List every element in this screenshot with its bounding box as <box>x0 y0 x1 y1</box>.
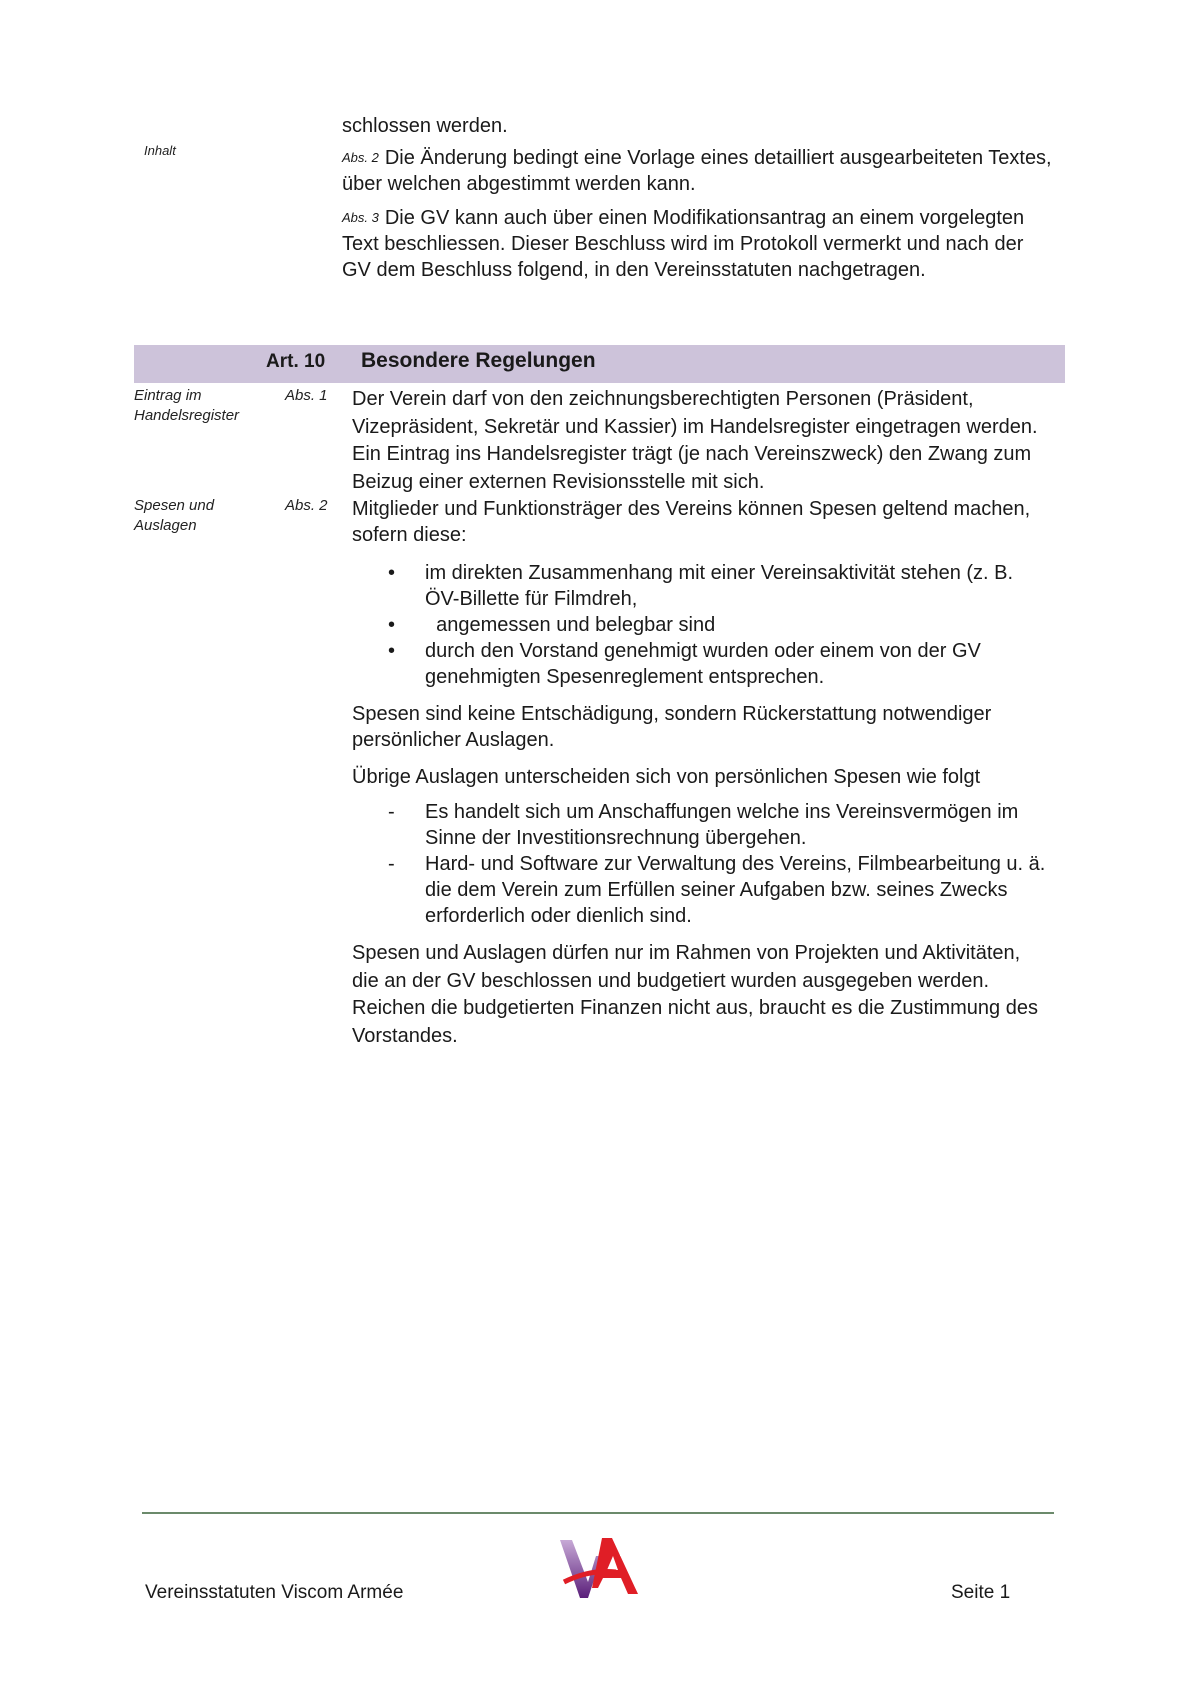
article-number: Art. 10 <box>266 351 326 372</box>
paragraph-abs-2 <box>342 145 1062 197</box>
viscom-armee-logo <box>558 1534 642 1600</box>
margin-label-spesen: Spesen und Auslagen <box>134 497 215 534</box>
paragraph-label: Abs. 3 <box>342 210 379 225</box>
expenses-dash-list <box>352 799 1052 929</box>
para-other-expenses: Übrige Auslagen unterscheiden sich von persönlichen Spesen wie folgt <box>352 766 981 788</box>
list-item-text: im direkten Zusammenhang mit einer Vereinsaktivität stehen (z. B. ÖV-Billette für Filmdreh, <box>425 562 1014 610</box>
paragraph-text: Die Änderung bedingt eine Vorlage eines detailliert ausgearbeiteten Textes, über welchen abgestimmt werden kann. <box>342 147 1052 195</box>
bullet-marker: • <box>388 640 396 662</box>
list-item <box>352 612 1052 638</box>
footer-document-title: Vereinsstatuten Viscom Armée <box>145 1582 404 1603</box>
list-item-text: Hard- und Software zur Verwaltung des Vereins, Filmbearbeitung u. ä. die dem Verein zum Erfüllen seiner Aufgaben bzw. seines Zwecks erforderlich oder dienlich sind. <box>425 853 1046 927</box>
list-item <box>352 851 1052 929</box>
paragraph-abs-3 <box>342 205 1032 283</box>
spesen-content <box>352 496 1052 1050</box>
section-label-abs-2: Abs. 2 <box>285 497 328 514</box>
list-item <box>352 638 1052 690</box>
dash-marker: - <box>388 801 395 823</box>
continuation-text: schlossen werden. <box>342 115 508 137</box>
paragraph-text: Die GV kann auch über einen Modifikationsantrag an einem vorgelegten Text beschliessen. Dieser Beschluss wird im Protokoll vermerkt und nach der GV dem Beschluss folgend, in den Vereinsstatuten nachgetragen. <box>342 207 1025 281</box>
spesen-bullet-list <box>352 560 1052 690</box>
margin-label-inhalt: Inhalt <box>144 143 176 158</box>
list-item-text: angemessen und belegbar sind <box>425 614 716 636</box>
spesen-intro: Mitglieder und Funktionsträger des Vereins können Spesen geltend machen, sofern diese: <box>352 498 1031 546</box>
paragraph-label: Abs. 2 <box>342 150 379 165</box>
list-item <box>352 799 1052 851</box>
footer-rule <box>142 1512 1054 1514</box>
list-item <box>352 560 1052 612</box>
footer-page-number: Seite 1 <box>951 1582 1011 1603</box>
dash-marker: - <box>388 853 395 875</box>
section-label-abs-1: Abs. 1 <box>285 387 328 404</box>
list-item-text: Es handelt sich um Anschaffungen welche ins Vereinsvermögen im Sinne der Investitionsrechnung übergehen. <box>425 801 1019 849</box>
para-final: Spesen und Auslagen dürfen nur im Rahmen von Projekten und Aktivitäten, die an der GV beschlossen und budgetiert wurden ausgegeben werden. Reichen die budgetierten Finanzen nicht aus, braucht es die Zustimmung des Vorstandes. <box>352 942 1038 1047</box>
article-title: Besondere Regelungen <box>361 349 596 372</box>
list-item-text: durch den Vorstand genehmigt wurden oder einem von der GV genehmigten Spesenreglement entsprechen. <box>425 640 981 688</box>
margin-label-handelsregister: Eintrag im Handelsregister <box>134 387 240 424</box>
bullet-marker: • <box>388 562 396 584</box>
section-text-handelsregister: Der Verein darf von den zeichnungsberechtigten Personen (Präsident, Vizepräsident, Sekretär und Kassier) im Handelsregister eingetragen werden. Ein Eintrag ins Handelsregister trägt (je nach Vereinszweck) den Zwang zum Beizug einer externen Revisionsstelle mit sich. <box>352 388 1038 493</box>
para-refund: Spesen sind keine Entschädigung, sondern Rückerstattung notwendiger persönlicher Auslagen. <box>352 703 992 751</box>
logo-graphic <box>558 1534 642 1600</box>
bullet-marker: • <box>388 614 396 636</box>
